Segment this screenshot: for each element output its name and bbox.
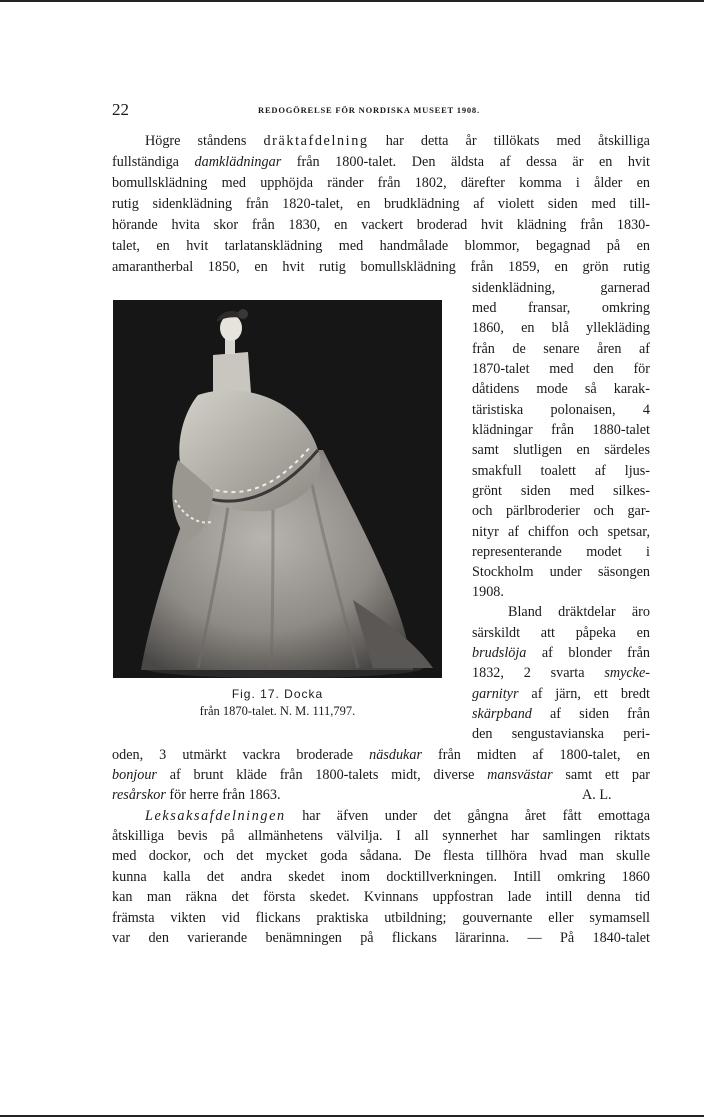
figure-caption-text: från 1870-talet. N. M. 111,797. xyxy=(199,704,356,718)
side-text-line: dåtidens mode så karak- xyxy=(472,381,650,397)
text-line: kunna kalla det andra skedet inom docktillverkningen. Intill omkring 1860 xyxy=(112,869,650,885)
text-line: hörande hvita skor från 1830, en vackert broderad hvit klädning från 1830- xyxy=(112,217,650,233)
side-text-line: 1860, en blå yllekläding xyxy=(472,320,650,336)
side-text-line: smakfull toalett af ljus- xyxy=(472,463,650,479)
side-text-line: från de senare åren af xyxy=(472,341,650,357)
text-line: var den varierande benämningen på flickans lärarinna. — På 1840-talet xyxy=(112,930,650,946)
text-line: bonjour af brunt kläde från 1800-talets midt, diverse mansvästar samt ett par xyxy=(112,767,650,783)
top-edge-rule xyxy=(0,0,704,2)
text-line: amarantherbal 1850, en hvit rutig bomullsklädning från 1859, en grön rutig xyxy=(112,259,650,275)
text-line: resårskor för herre från 1863. xyxy=(112,787,281,803)
side-text-line: täristiska polonaisen, 4 xyxy=(472,402,650,418)
side-text-line: 1908. xyxy=(472,584,504,600)
side-text-line: och pärlbroderier och gar- xyxy=(472,503,650,519)
text-line: talet, en hvit tarlatansklädning med handmålade blommor, begagnad på en xyxy=(112,238,650,254)
side-text-line: samt slutligen en särdeles xyxy=(472,442,650,458)
side-text-line: Bland dräktdelar äro xyxy=(508,604,650,620)
text-line: åtskilliga bevis på allmänhetens välvilja. I all synnerhet har samlingen riktats xyxy=(112,828,650,844)
side-text-line: sidenklädning, garnerad xyxy=(472,280,650,296)
side-text-line: nityr af chiffon och spetsar, xyxy=(472,524,650,540)
text-line: Leksaksafdelningen har äfven under det gångna året fått emottaga xyxy=(145,808,650,824)
text-line: Högre ståndens dräktafdelning har detta år tillökats med åtskilliga xyxy=(145,133,650,149)
text-line: med dockor, och det mycket goda sådana. De flesta tillhöra hvad man skulle xyxy=(112,848,650,864)
signature: A. L. xyxy=(582,787,612,803)
bottom-edge-rule xyxy=(0,1115,704,1117)
side-text-line: brudslöja af blonder från xyxy=(472,645,650,661)
text-line: oden, 3 utmärkt vackra broderade näsdukar från midten af 1800-talet, en xyxy=(112,747,650,763)
page-number: 22 xyxy=(112,100,129,119)
side-text-line: skärpband af siden från xyxy=(472,706,650,722)
text-line: rutig sidenklädning från 1820-talet, en brudklädning af violett siden med till- xyxy=(112,196,650,212)
side-text-line: 1832, 2 svarta smycke- xyxy=(472,665,650,681)
text-line: bomullsklädning med upphöjda ränder från 1802, därefter komma i ålder en xyxy=(112,175,650,191)
figure-caption-title: Fig. 17. Docka xyxy=(231,687,324,701)
doll-figure-image xyxy=(113,300,442,678)
side-text-line: garnityr af järn, ett bredt xyxy=(472,686,650,702)
text-line: fullständiga damklädningar från 1800-talet. Den äldsta af dessa är en hvit xyxy=(112,154,650,170)
side-text-line: representerande modet i xyxy=(472,544,650,560)
side-text-line: den sengustavianska peri- xyxy=(472,726,650,742)
side-text-line: särskildt att påpeka en xyxy=(472,625,650,641)
running-head: REDOGÖRELSE FÖR NORDISKA MUSEET 1908. xyxy=(258,105,480,115)
doll-photograph xyxy=(113,300,442,678)
side-text-line: klädningar från 1880-talet xyxy=(472,422,650,438)
side-text-line: grönt siden med silkes- xyxy=(472,483,650,499)
side-text-line: 1870-talet med den för xyxy=(472,361,650,377)
side-text-line: med fransar, omkring xyxy=(472,300,650,316)
side-text-line: Stockholm under säsongen xyxy=(472,564,650,580)
text-line: främsta vikten vid flickans praktiska utbildning; gouvernante eller symamsell xyxy=(112,910,650,926)
text-line: kan man räkna det första skedet. Kvinnans uppfostran lade intill denna tid xyxy=(112,889,650,905)
